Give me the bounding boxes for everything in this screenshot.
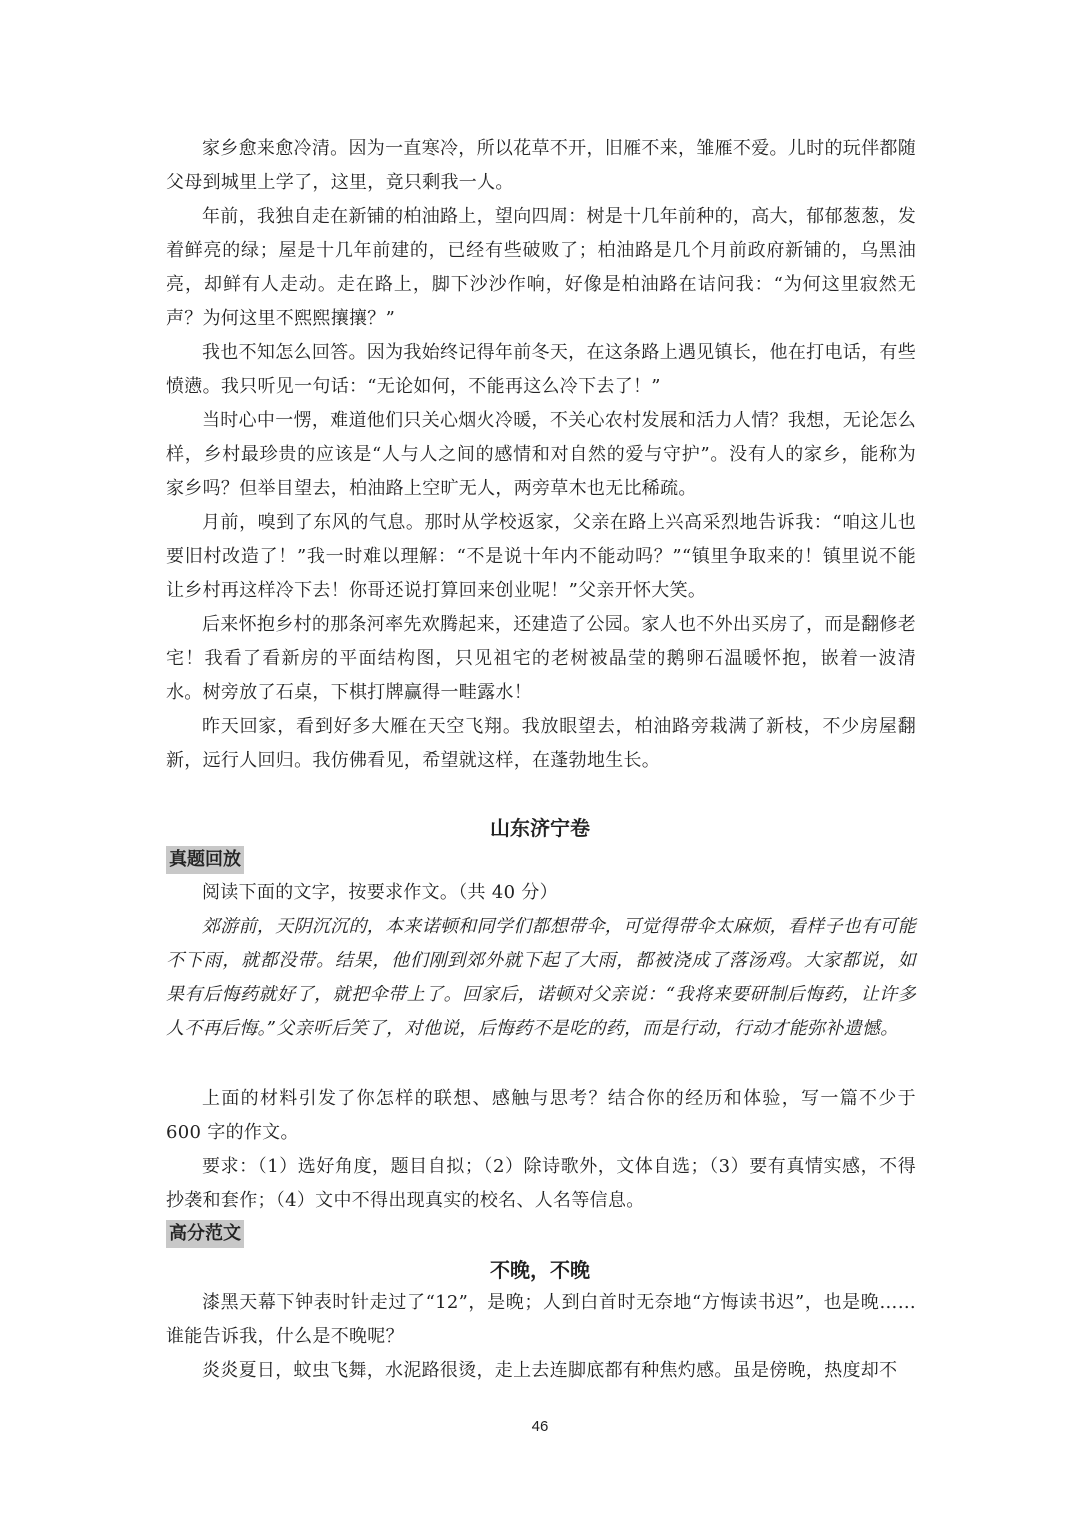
paragraph: 年前，我独自走在新铺的柏油路上，望向四周：树是十几年前种的，高大，郁郁葱葱，发着鲜亮的绿；屋是十几年前建的，已经有些破败了；柏油路是几个月前政府新铺的，乌黑油亮，却鲜有人走动。走在路上，脚下沙沙作响，好像是柏油路在诘问我：“为何这里寂然无声？为何这里不熙熙攘攘？” — [166, 206, 916, 329]
paragraph: 月前，嗅到了东风的气息。那时从学校返家，父亲在路上兴高采烈地告诉我：“咱这儿也要旧村改造了！”我一时难以理解：“不是说十年内不能动吗？”“镇里争取来的！镇里说不能让乡村再这样冷下去！你哥还说打算回来创业呢！”父亲开怀大笑。 — [166, 512, 916, 601]
instruction-text: 阅读下面的文字，按要求作文。（共 40 分） — [202, 882, 558, 903]
paragraph: 昨天回家，看到好多大雁在天空飞翔。我放眼望去，柏油路旁栽满了新枝，不少房屋翻新，远行人回归。我仿佛看见，希望就这样，在蓬勃地生长。 — [166, 716, 916, 771]
review-label-block — [166, 846, 916, 874]
paragraph: 漆黑天幕下钟表时针走过了“12”，是晚；人到白首时无奈地“方悔读书迟”，也是晚……谁能告诉我，什么是不晚呢？ — [166, 1292, 916, 1347]
review-label: 真题回放 — [166, 846, 244, 874]
paragraph: 炎炎夏日，蚊虫飞舞，水泥路很烫，走上去连脚底都有种焦灼感。虽是傍晚，热度却不 — [202, 1360, 898, 1381]
essay-continuation — [166, 132, 916, 778]
sample-essay — [166, 1286, 916, 1388]
sample-label: 高分范文 — [166, 1220, 244, 1248]
paragraph: 家乡愈来愈冷清。因为一直寒冷，所以花草不开，旧雁不来，雏雁不爱。儿时的玩伴都随父母到城里上学了，这里，竟只剩我一人。 — [166, 138, 916, 193]
prompt-block — [166, 1082, 916, 1218]
section-title: 山东济宁卷 — [490, 816, 590, 840]
essay-title: 不晚，不晚 — [490, 1258, 590, 1282]
prompt-text: 上面的材料引发了你怎样的联想、感触与思考？结合你的经历和体验，写一篇不少于 600 字的作文。 — [166, 1088, 916, 1143]
page-number: 46 — [531, 1418, 549, 1435]
sample-label-block — [166, 1220, 916, 1248]
paragraph: 后来怀抱乡村的那条河率先欢腾起来，还建造了公园。家人也不外出买房了，而是翻修老宅！我看了看新房的平面结构图，只见祖宅的老树被晶莹的鹅卵石温暖怀抱，嵌着一波清水。树旁放了石桌，下棋打牌赢得一畦露水！ — [166, 614, 916, 703]
material-block — [166, 910, 916, 1046]
instruction-block — [166, 876, 916, 910]
requirements-text: 要求：（1）选好角度，题目自拟；（2）除诗歌外，文体自选；（3）要有真情实感，不得抄袭和套作；（4）文中不得出现真实的校名、人名等信息。 — [166, 1156, 916, 1211]
paragraph: 当时心中一愣，难道他们只关心烟火冷暖，不关心农村发展和活力人情？我想，无论怎么样，乡村最珍贵的应该是“人与人之间的感情和对自然的爱与守护”。没有人的家乡，能称为家乡吗？但举目望去，柏油路上空旷无人，两旁草木也无比稀疏。 — [166, 410, 916, 499]
material-text: 郊游前，天阴沉沉的，本来诺顿和同学们都想带伞，可觉得带伞太麻烦，看样子也有可能不下雨，就都没带。结果，他们刚到郊外就下起了大雨，都被浇成了落汤鸡。大家都说，如果有后悔药就好了，就把伞带上了。回家后，诺顿对父亲说：“我将来要研制后悔药，让许多人不再后悔。”父亲听后笑了，对他说，后悔药不是吃的药，而是行动，行动才能弥补遗憾。 — [166, 916, 916, 1039]
paragraph: 我也不知怎么回答。因为我始终记得年前冬天，在这条路上遇见镇长，他在打电话，有些愤懑。我只听见一句话：“无论如何，不能再这么冷下去了！” — [166, 342, 916, 397]
